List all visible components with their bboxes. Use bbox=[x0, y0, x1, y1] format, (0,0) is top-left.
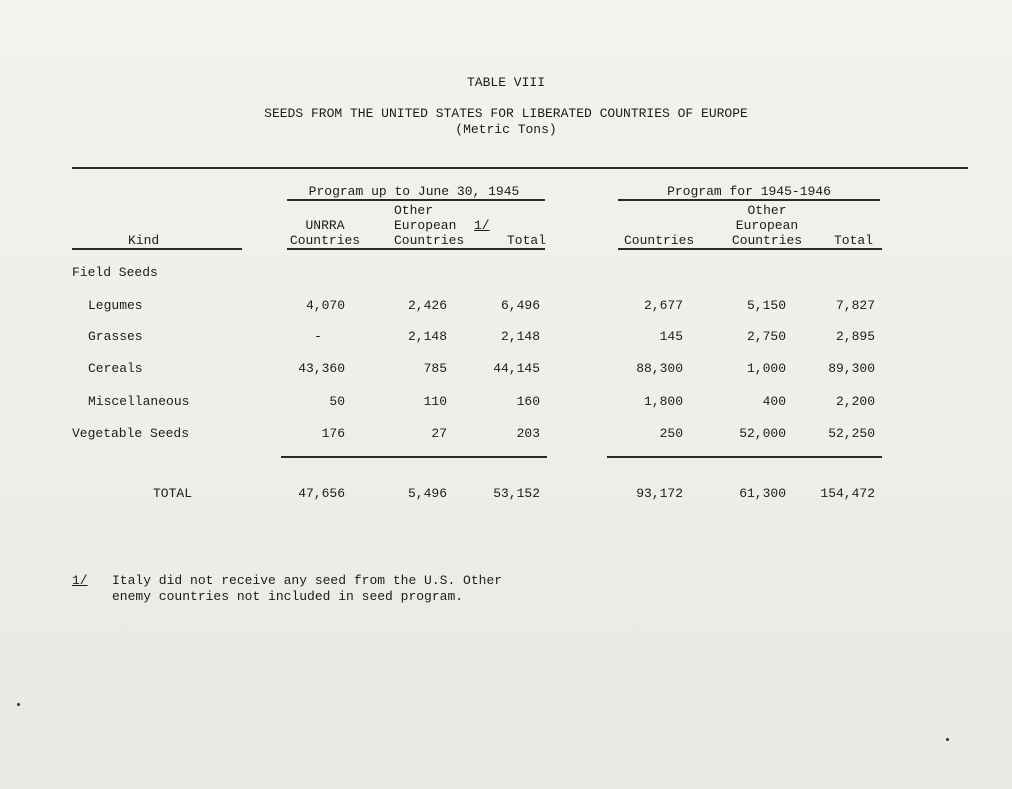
col-header-total-2: Total bbox=[834, 233, 874, 248]
cell: 110 bbox=[423, 394, 447, 409]
col-header-unrra-1: UNRRA bbox=[305, 218, 345, 233]
cell: - bbox=[314, 329, 322, 344]
table-subtitle: SEEDS FROM THE UNITED STATES FOR LIBERATED COUNTRIES OF EUROPE bbox=[264, 106, 748, 121]
col-header-other-3: Countries bbox=[394, 233, 465, 248]
group-header-1945-1946: Program for 1945-1946 bbox=[667, 184, 831, 199]
cell: 6,496 bbox=[500, 298, 540, 313]
col-header-other2-2: European bbox=[735, 218, 799, 233]
total-cell: 5,496 bbox=[407, 486, 447, 501]
cell: 250 bbox=[659, 426, 683, 441]
col-header-countries: Countries bbox=[624, 233, 695, 248]
col-header-other2-1: Other bbox=[747, 203, 787, 218]
total-cell: 93,172 bbox=[636, 486, 683, 501]
group-underline-1945 bbox=[287, 199, 545, 201]
cell: 400 bbox=[762, 394, 786, 409]
cell: 203 bbox=[516, 426, 540, 441]
units-label: (Metric Tons) bbox=[455, 122, 557, 137]
row-kind: Miscellaneous bbox=[88, 394, 190, 409]
row-kind: Grasses bbox=[88, 329, 143, 344]
cell: 50 bbox=[329, 394, 345, 409]
cell: 145 bbox=[659, 329, 683, 344]
header-underline-1945-1946 bbox=[618, 248, 882, 250]
total-cell: 53,152 bbox=[493, 486, 540, 501]
col-header-other-2: European bbox=[394, 218, 457, 233]
cell: 7,827 bbox=[835, 298, 875, 313]
cell: 44,145 bbox=[493, 361, 540, 376]
col-header-other-1: Other bbox=[394, 203, 434, 218]
cell: 89,300 bbox=[828, 361, 875, 376]
cell: 176 bbox=[321, 426, 345, 441]
cell: 43,360 bbox=[298, 361, 345, 376]
row-kind: Vegetable Seeds bbox=[72, 426, 190, 441]
cell: 88,300 bbox=[636, 361, 683, 376]
footnote-mark: 1/ bbox=[72, 573, 88, 588]
row-kind: Cereals bbox=[88, 361, 143, 376]
footnote-line-2: enemy countries not included in seed program. bbox=[112, 589, 464, 604]
footnote-ref: 1/ bbox=[474, 218, 490, 233]
scan-speck bbox=[946, 738, 949, 741]
total-cell: 154,472 bbox=[820, 486, 875, 501]
table-title: TABLE VIII bbox=[466, 75, 545, 90]
col-header-other2-3: Countries bbox=[731, 233, 803, 248]
total-cell: 61,300 bbox=[739, 486, 786, 501]
scan-speck bbox=[17, 703, 20, 706]
top-rule bbox=[72, 167, 968, 169]
group-underline-1945-1946 bbox=[618, 199, 880, 201]
section-field-seeds: Field Seeds bbox=[72, 265, 158, 280]
total-cell: 47,656 bbox=[298, 486, 345, 501]
footnote-line-1: Italy did not receive any seed from the U.S. Other bbox=[112, 573, 503, 588]
cell: 2,200 bbox=[835, 394, 875, 409]
total-rule-1945 bbox=[281, 456, 547, 458]
header-underline-1945 bbox=[287, 248, 545, 250]
total-rule-1945-1946 bbox=[607, 456, 882, 458]
cell: 2,895 bbox=[835, 329, 875, 344]
cell: 1,000 bbox=[746, 361, 786, 376]
group-header-1945: Program up to June 30, 1945 bbox=[308, 184, 520, 199]
cell: 4,070 bbox=[305, 298, 345, 313]
cell: 160 bbox=[516, 394, 540, 409]
cell: 52,250 bbox=[828, 426, 875, 441]
cell: 785 bbox=[423, 361, 447, 376]
row-kind: Legumes bbox=[88, 298, 143, 313]
col-header-total-1: Total bbox=[507, 233, 547, 248]
col-header-unrra-2: Countries bbox=[289, 233, 361, 248]
cell: 2,677 bbox=[643, 298, 683, 313]
cell: 1,800 bbox=[643, 394, 683, 409]
cell: 5,150 bbox=[746, 298, 786, 313]
cell: 2,148 bbox=[407, 329, 447, 344]
cell: 2,148 bbox=[500, 329, 540, 344]
cell: 2,750 bbox=[746, 329, 786, 344]
kind-underline bbox=[72, 248, 242, 250]
cell: 52,000 bbox=[739, 426, 786, 441]
cell: 27 bbox=[431, 426, 447, 441]
total-label: TOTAL bbox=[153, 486, 193, 501]
col-header-kind: Kind bbox=[128, 233, 160, 248]
cell: 2,426 bbox=[407, 298, 447, 313]
